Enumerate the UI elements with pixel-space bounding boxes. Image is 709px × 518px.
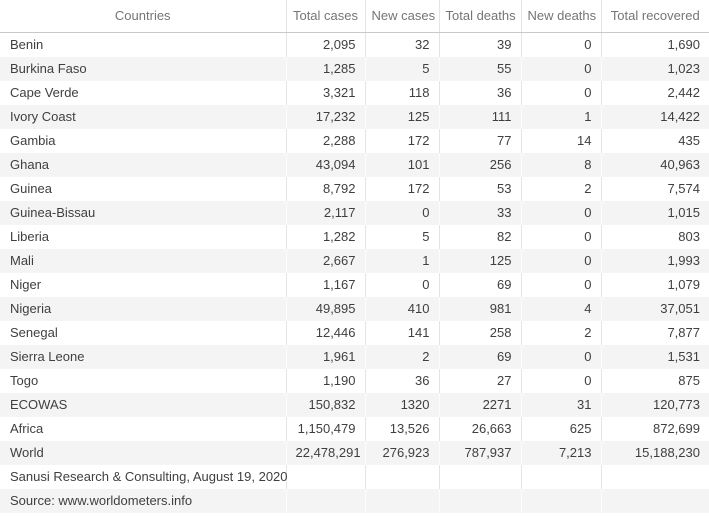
value-cell: 2 (521, 177, 601, 201)
table-row (0, 177, 709, 201)
value-cell (286, 465, 365, 489)
value-cell: 1,690 (601, 32, 709, 57)
value-cell: 40,963 (601, 153, 709, 177)
value-cell: 1,023 (601, 57, 709, 81)
value-cell (601, 489, 709, 513)
country-cell: Senegal (10, 324, 58, 340)
country-cell: Liberia (10, 228, 50, 244)
value-cell: 2271 (439, 393, 521, 417)
source-cell: Source: www.worldometers.info (10, 492, 193, 508)
value-cell: 36 (365, 369, 439, 393)
value-cell: 0 (521, 201, 601, 225)
table-row (0, 441, 709, 465)
country-cell: Ivory Coast (10, 108, 76, 124)
table-row (0, 32, 709, 57)
value-cell: 1,150,479 (286, 417, 365, 441)
value-cell: 3,321 (286, 81, 365, 105)
value-cell: 14,422 (601, 105, 709, 129)
value-cell: 2,095 (286, 32, 365, 57)
value-cell: 2,288 (286, 129, 365, 153)
value-cell: 1,167 (286, 273, 365, 297)
country-cell: Guinea (10, 180, 52, 196)
value-cell: 0 (521, 249, 601, 273)
value-cell: 27 (439, 369, 521, 393)
value-cell: 981 (439, 297, 521, 321)
country-cell: Niger (10, 276, 42, 292)
value-cell: 1,285 (286, 57, 365, 81)
value-cell: 2,117 (286, 201, 365, 225)
table-row (0, 249, 709, 273)
value-cell: 787,937 (439, 441, 521, 465)
table-row (0, 369, 709, 393)
value-cell: 120,773 (601, 393, 709, 417)
value-cell: 0 (521, 345, 601, 369)
table-row (0, 81, 709, 105)
column-header-countries: Countries (0, 0, 286, 32)
country-cell: Guinea-Bissau (10, 204, 96, 220)
source-row (0, 489, 709, 513)
value-cell: 0 (521, 273, 601, 297)
table-row (0, 105, 709, 129)
column-header-total-deaths: Total deaths (439, 0, 521, 32)
table-row (0, 225, 709, 249)
value-cell: 32 (365, 32, 439, 57)
value-cell: 875 (601, 369, 709, 393)
value-cell: 37,051 (601, 297, 709, 321)
value-cell (439, 489, 521, 513)
table-row (0, 153, 709, 177)
table-row (0, 129, 709, 153)
value-cell: 12,446 (286, 321, 365, 345)
value-cell (439, 465, 521, 489)
value-cell: 22,478,291 (286, 441, 365, 465)
value-cell: 26,663 (439, 417, 521, 441)
value-cell: 0 (521, 81, 601, 105)
column-header-new-deaths: New deaths (521, 0, 601, 32)
value-cell: 4 (521, 297, 601, 321)
value-cell: 2 (365, 345, 439, 369)
column-header-total-cases: Total cases (286, 0, 365, 32)
value-cell: 1,079 (601, 273, 709, 297)
table-row (0, 273, 709, 297)
country-cell: ECOWAS (10, 396, 68, 412)
value-cell: 101 (365, 153, 439, 177)
country-cell: Mali (10, 252, 34, 268)
column-header-total-recovered: Total recovered (601, 0, 709, 32)
value-cell: 1 (365, 249, 439, 273)
value-cell (521, 489, 601, 513)
value-cell: 43,094 (286, 153, 365, 177)
value-cell: 0 (521, 225, 601, 249)
value-cell: 8,792 (286, 177, 365, 201)
value-cell (521, 465, 601, 489)
table-header (0, 0, 709, 32)
value-cell: 55 (439, 57, 521, 81)
value-cell: 17,232 (286, 105, 365, 129)
value-cell: 0 (365, 201, 439, 225)
value-cell: 53 (439, 177, 521, 201)
value-cell: 36 (439, 81, 521, 105)
value-cell: 625 (521, 417, 601, 441)
value-cell: 118 (365, 81, 439, 105)
value-cell: 14 (521, 129, 601, 153)
value-cell: 2,667 (286, 249, 365, 273)
value-cell: 39 (439, 32, 521, 57)
country-cell: Gambia (10, 132, 56, 148)
value-cell: 2,442 (601, 81, 709, 105)
value-cell: 69 (439, 273, 521, 297)
value-cell: 49,895 (286, 297, 365, 321)
country-cell: Sierra Leone (10, 348, 85, 364)
value-cell: 15,188,230 (601, 441, 709, 465)
value-cell: 141 (365, 321, 439, 345)
value-cell: 8 (521, 153, 601, 177)
value-cell: 125 (439, 249, 521, 273)
value-cell: 125 (365, 105, 439, 129)
value-cell: 1320 (365, 393, 439, 417)
value-cell: 1,282 (286, 225, 365, 249)
value-cell: 872,699 (601, 417, 709, 441)
value-cell: 0 (365, 273, 439, 297)
header-row (0, 0, 709, 32)
value-cell: 7,574 (601, 177, 709, 201)
attribution-cell: Sanusi Research & Consulting, August 19, 2020 (10, 468, 288, 484)
value-cell: 258 (439, 321, 521, 345)
value-cell: 1,015 (601, 201, 709, 225)
country-cell: Cape Verde (10, 84, 79, 100)
value-cell: 69 (439, 345, 521, 369)
table-row (0, 201, 709, 225)
table-row (0, 321, 709, 345)
value-cell: 0 (521, 32, 601, 57)
value-cell: 7,877 (601, 321, 709, 345)
country-cell: Nigeria (10, 300, 52, 316)
value-cell (365, 489, 439, 513)
value-cell (365, 465, 439, 489)
value-cell: 31 (521, 393, 601, 417)
value-cell: 1,531 (601, 345, 709, 369)
value-cell: 5 (365, 225, 439, 249)
value-cell: 33 (439, 201, 521, 225)
value-cell: 256 (439, 153, 521, 177)
value-cell: 13,526 (365, 417, 439, 441)
value-cell: 1,993 (601, 249, 709, 273)
value-cell: 111 (439, 105, 521, 129)
value-cell (601, 465, 709, 489)
value-cell: 7,213 (521, 441, 601, 465)
country-cell: Africa (10, 420, 44, 436)
attribution-row (0, 465, 709, 489)
value-cell: 172 (365, 129, 439, 153)
country-cell: Togo (10, 372, 39, 388)
value-cell: 5 (365, 57, 439, 81)
table-row (0, 57, 709, 81)
value-cell: 0 (521, 369, 601, 393)
table-body (0, 32, 709, 513)
country-cell: Benin (10, 36, 44, 52)
column-header-new-cases: New cases (365, 0, 439, 32)
value-cell: 1 (521, 105, 601, 129)
table-row (0, 417, 709, 441)
value-cell: 82 (439, 225, 521, 249)
value-cell: 410 (365, 297, 439, 321)
value-cell: 77 (439, 129, 521, 153)
value-cell (286, 489, 365, 513)
country-cell: Ghana (10, 156, 50, 172)
value-cell: 435 (601, 129, 709, 153)
value-cell: 172 (365, 177, 439, 201)
value-cell: 276,923 (365, 441, 439, 465)
table-row (0, 297, 709, 321)
table-row (0, 393, 709, 417)
value-cell: 2 (521, 321, 601, 345)
value-cell: 150,832 (286, 393, 365, 417)
value-cell: 0 (521, 57, 601, 81)
country-cell: Burkina Faso (10, 60, 87, 76)
value-cell: 803 (601, 225, 709, 249)
value-cell: 1,961 (286, 345, 365, 369)
country-cell: World (10, 444, 44, 460)
table-row (0, 345, 709, 369)
value-cell: 1,190 (286, 369, 365, 393)
